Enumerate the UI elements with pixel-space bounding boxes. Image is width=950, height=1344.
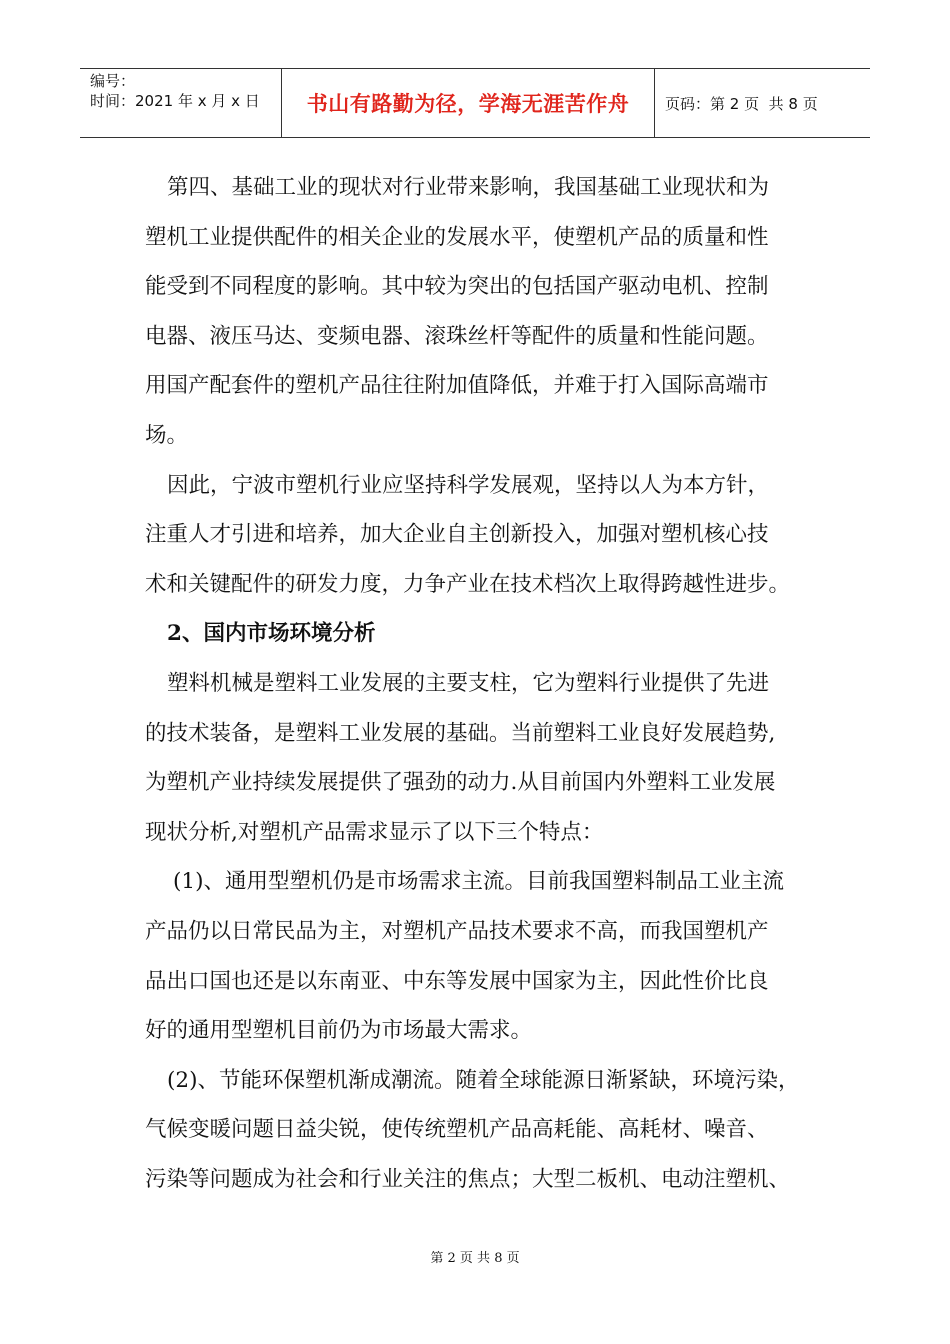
text-line: 好的通用型塑机目前仍为市场最大需求。: [145, 1018, 533, 1044]
page-footer: 第 2 页 共 8 页: [430, 1251, 520, 1266]
document-number-label: 编号：: [90, 72, 136, 90]
text-line: 现状分析,对塑机产品需求显示了以下三个特点：: [145, 819, 604, 845]
header-motto: 书山有路勤为径，学海无涯苦作舟: [282, 69, 655, 137]
header-meta: [80, 69, 282, 137]
text-line: 用国产配套件的塑机产品往往附加值降低，并难于打入国际高端市: [145, 373, 769, 399]
text-line: 的技术装备，是塑料工业发展的基础。当前塑料工业良好发展趋势,: [145, 720, 776, 746]
text-line: 术和关键配件的研发力度，力争产业在技术档次上取得跨越性进步。: [145, 571, 791, 597]
section-heading: 2、国内市场环境分析: [167, 621, 376, 647]
document-date: 时间：2021 年 x 月 x 日: [90, 92, 260, 110]
text-line: (1)、通用型塑机仍是市场需求主流。目前我国塑料制品工业主流: [173, 869, 784, 895]
text-line: 场。: [145, 422, 189, 448]
text-line: 气候变暖问题日益尖锐，使传统塑机产品高耗能、高耗材、噪音、: [145, 1117, 769, 1143]
text-line: 产品仍以日常民品为主，对塑机产品技术要求不高，而我国塑机产: [145, 918, 769, 944]
text-line: 电器、液压马达、变频电器、滚珠丝杆等配件的质量和性能问题。: [145, 323, 769, 349]
page-header: [80, 68, 870, 138]
document-body: [145, 163, 811, 1204]
text-line: 塑机工业提供配件的相关企业的发展水平，使塑机产品的质量和性: [145, 224, 769, 250]
text-line: 品出口国也还是以东南亚、中东等发展中国家为主，因此性价比良: [145, 968, 769, 994]
text-line: (2)、节能环保塑机渐成潮流。随着全球能源日渐紧缺，环境污染，: [167, 1067, 800, 1093]
text-line: 能受到不同程度的影响。其中较为突出的包括国产驱动电机、控制: [145, 274, 769, 300]
text-line: 因此，宁波市塑机行业应坚持科学发展观，坚持以人为本方针，: [167, 472, 770, 498]
page-info-text: 页码：第 2 页 共 8 页: [665, 94, 818, 113]
text-line: 为塑机产业持续发展提供了强劲的动力.从目前国内外塑料工业发展: [145, 770, 776, 796]
text-line: 注重人才引进和培养，加大企业自主创新投入，加强对塑机核心技: [145, 522, 769, 548]
text-line: 塑料机械是塑料工业发展的主要支柱，它为塑料行业提供了先进: [167, 670, 770, 696]
text-line: 第四、基础工业的现状对行业带来影响，我国基础工业现状和为: [167, 175, 770, 200]
header-page-info: [655, 69, 870, 137]
text-line: 污染等问题成为社会和行业关注的焦点；大型二板机、电动注塑机、: [145, 1166, 791, 1192]
